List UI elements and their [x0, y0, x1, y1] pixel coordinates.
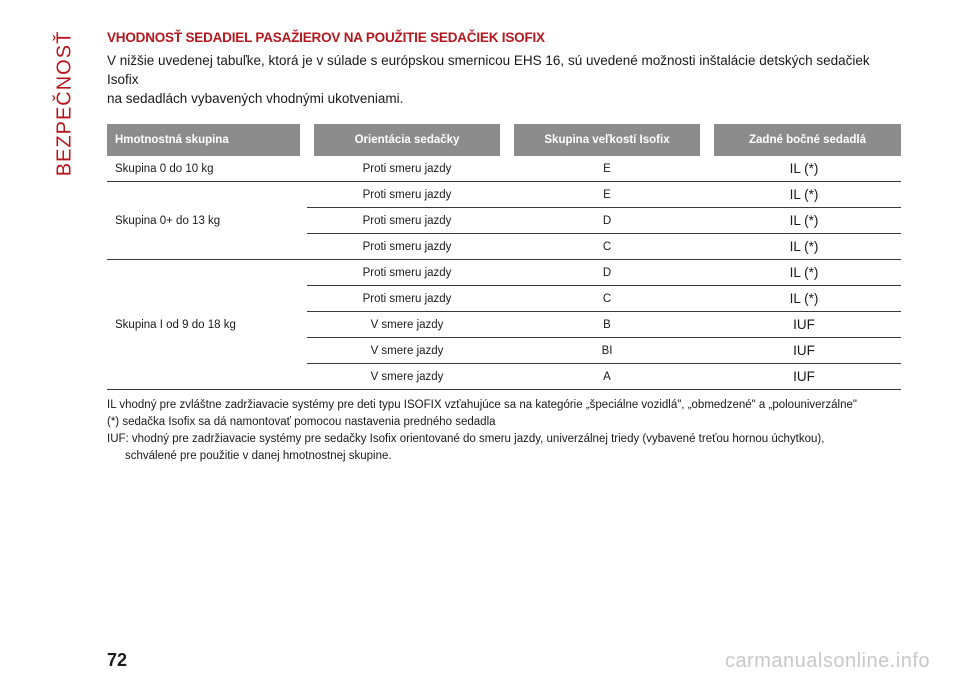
- header-weight-group: Hmotnostná skupina: [107, 124, 307, 156]
- size-class-cell: C: [507, 286, 707, 312]
- orientation-cell: Proti smeru jazdy: [307, 234, 507, 260]
- size-class-cell: E: [507, 156, 707, 182]
- table-row: [107, 260, 901, 286]
- position-cell: IL (*): [707, 182, 901, 208]
- size-class-cell: E: [507, 182, 707, 208]
- watermark: carmanualsonline.info: [724, 650, 930, 672]
- position-cell: IL (*): [707, 286, 901, 312]
- table-header-row: [107, 124, 901, 156]
- table-row: [107, 156, 901, 182]
- position-cell: IUF: [707, 364, 901, 390]
- section-heading: VHODNOSŤ SEDADIEL PASAŽIEROV NA POUŽITIE SEDAČIEK ISOFIX: [107, 30, 545, 45]
- position-cell: IL (*): [707, 234, 901, 260]
- intro-line-2: na sedadlách vybavených vhodnými ukotveniami.: [107, 91, 404, 106]
- table-row: [107, 182, 901, 208]
- section-side-label-text: BEZPEČNOSŤ: [53, 30, 76, 176]
- orientation-cell: Proti smeru jazdy: [307, 286, 507, 312]
- weight-group-cell: Skupina I od 9 do 18 kg: [107, 260, 307, 390]
- intro-paragraph: [107, 51, 897, 108]
- note-il: IL vhodný pre zvláštne zadržiavacie systémy pre deti typu ISOFIX vzťahujúce sa na kategórie „špeciálne vozidlá", „obmedzené" a „polouniverzálne": [107, 399, 857, 411]
- orientation-cell: Proti smeru jazdy: [307, 260, 507, 286]
- orientation-cell: Proti smeru jazdy: [307, 156, 507, 182]
- orientation-cell: V smere jazdy: [307, 364, 507, 390]
- header-isofix-size-class: Skupina veľkostí Isofix: [507, 124, 707, 156]
- orientation-cell: V smere jazdy: [307, 312, 507, 338]
- header-seat-orientation: Orientácia sedačky: [307, 124, 507, 156]
- note-iuf-continuation: schválené pre použitie v danej hmotnostnej skupine.: [125, 450, 392, 462]
- table-header: [107, 124, 901, 156]
- header-rear-side-seats: Zadné bočné sedadlá: [707, 124, 901, 156]
- orientation-cell: Proti smeru jazdy: [307, 182, 507, 208]
- isofix-suitability-table: [107, 124, 901, 390]
- size-class-cell: C: [507, 234, 707, 260]
- page-number: 72: [107, 650, 128, 670]
- position-cell: IUF: [707, 338, 901, 364]
- orientation-cell: Proti smeru jazdy: [307, 208, 507, 234]
- position-cell: IL (*): [707, 156, 901, 182]
- note-asterisk: (*) sedačka Isofix sa dá namontovať pomocou nastavenia predného sedadla: [107, 416, 496, 428]
- intro-line-1: V nižšie uvedenej tabuľke, ktorá je v súlade s európskou smernicou EHS 16, sú uvedené možnosti inštalácie detských sedačiek Isofix: [107, 53, 870, 87]
- table-body: [107, 156, 901, 390]
- position-cell: IL (*): [707, 260, 901, 286]
- size-class-cell: BI: [507, 338, 707, 364]
- note-iuf: IUF: vhodný pre zadržiavacie systémy pre sedačky Isofix orientované do smeru jazdy, univerzálnej triedy (vybavené treťou hornou úchytkou),: [107, 433, 825, 445]
- table-notes: [107, 397, 897, 465]
- size-class-cell: B: [507, 312, 707, 338]
- size-class-cell: D: [507, 208, 707, 234]
- section-side-label: [52, 28, 78, 178]
- position-cell: IUF: [707, 312, 901, 338]
- page-content: [107, 30, 897, 465]
- weight-group-cell: Skupina 0+ do 13 kg: [107, 182, 307, 260]
- weight-group-cell: Skupina 0 do 10 kg: [107, 156, 307, 182]
- size-class-cell: D: [507, 260, 707, 286]
- size-class-cell: A: [507, 364, 707, 390]
- position-cell: IL (*): [707, 208, 901, 234]
- orientation-cell: V smere jazdy: [307, 338, 507, 364]
